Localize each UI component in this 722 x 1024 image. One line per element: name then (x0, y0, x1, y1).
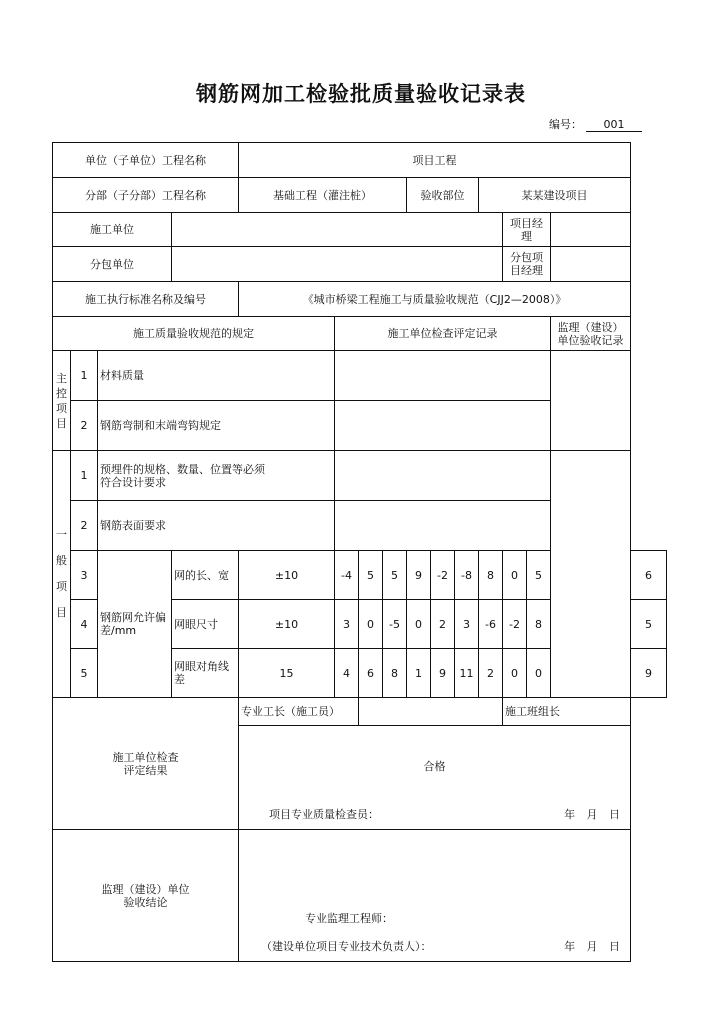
standard-label: 施工执行标准名称及编号 (53, 282, 239, 317)
foreman-label: 专业工长（施工员） (239, 698, 359, 726)
builder-check-body (239, 726, 631, 830)
serial-number (549, 116, 642, 132)
measure-row-1-tolerance: ±10 (239, 551, 335, 600)
main-item-2-no: 2 (71, 401, 98, 451)
builder-check-line2: 评定结果 (123, 763, 168, 777)
measure-value: 2 (431, 600, 455, 649)
general-item-1-line1: 预埋件的规格、数量、位置等必须 (100, 462, 265, 476)
measure-row-3-no: 5 (71, 649, 98, 698)
accept-part-value: 某某建设项目 (479, 178, 631, 213)
measure-value: -6 (479, 600, 503, 649)
measure-value: 5 (359, 551, 383, 600)
measure-value: 5 (383, 551, 407, 600)
measure-value: 0 (503, 649, 527, 698)
measure-value: 4 (335, 649, 359, 698)
measure-value: 3 (455, 600, 479, 649)
supervisor-header-line1: 监理（建设） (557, 320, 624, 334)
general-supervisor-record (551, 451, 631, 698)
main-item-1-text: 材料质量 (98, 351, 335, 401)
measure-value: -2 (503, 600, 527, 649)
measure-row-2-tolerance: ±10 (239, 600, 335, 649)
foreman-value (359, 698, 503, 726)
supervisor-label-line2: 验收结论 (123, 895, 168, 909)
measure-value: 0 (527, 649, 551, 698)
supervisor-date: 年 月 日 (564, 940, 621, 953)
measure-row-1-no: 3 (71, 551, 98, 600)
measure-value: 0 (407, 600, 431, 649)
main-control-group-label: 主控项目 (53, 351, 71, 451)
measure-row-2-no: 4 (71, 600, 98, 649)
tolerance-label: 钢筋网允许偏差/mm (98, 551, 172, 698)
unit-name-value: 项目工程 (239, 143, 631, 178)
measure-value: 6 (359, 649, 383, 698)
record-column-header: 施工单位检查评定记录 (335, 317, 551, 351)
measure-row-1-item: 网的长、宽 (172, 551, 239, 600)
sub-pm-label: 分包项目经理 (503, 247, 551, 282)
builder-check-line1: 施工单位检查 (112, 750, 179, 764)
general-item-2-no: 2 (71, 501, 98, 551)
builder-check-label (53, 698, 239, 830)
measure-value: 9 (407, 551, 431, 600)
measure-value: 11 (455, 649, 479, 698)
supervising-engineer-label: 专业监理工程师： (305, 912, 393, 925)
owner-tech-lead-label: （建设单位项目专业技术负责人）： (261, 940, 432, 953)
measure-value: 8 (383, 649, 407, 698)
builder-check-date: 年 月 日 (564, 808, 621, 821)
supervisor-signature-area (239, 830, 630, 961)
builder-label: 施工单位 (53, 213, 172, 247)
sub-pm-value (551, 247, 631, 282)
measure-row-3-item: 网眼对角线差 (172, 649, 239, 698)
measure-value: 2 (479, 649, 503, 698)
measure-value: 9 (631, 649, 667, 698)
general-item-1-record (335, 451, 551, 501)
builder-value (172, 213, 503, 247)
general-group-label: 一般项目 (53, 451, 71, 698)
main-item-2-record (335, 401, 551, 451)
main-item-1-no: 1 (71, 351, 98, 401)
pm-value (551, 213, 631, 247)
general-item-2-text: 钢筋表面要求 (98, 501, 335, 551)
measure-value: -2 (431, 551, 455, 600)
supervisor-header-line2: 单位验收记录 (557, 333, 624, 347)
measure-value: -4 (335, 551, 359, 600)
general-item-1-line2: 符合设计要求 (100, 475, 166, 489)
sub-name-value: 基础工程（灌注桩） (239, 178, 407, 213)
measure-value: -5 (383, 600, 407, 649)
measure-value: 5 (631, 600, 667, 649)
unit-name-label: 单位（子单位）工程名称 (53, 143, 239, 178)
builder-check-signature-area (239, 726, 630, 829)
measure-value: 9 (431, 649, 455, 698)
measure-value: 1 (407, 649, 431, 698)
spec-column-header: 施工质量验收规范的规定 (53, 317, 335, 351)
measure-value: 6 (631, 551, 667, 600)
main-supervisor-record (551, 351, 631, 451)
subcontractor-value (172, 247, 503, 282)
standard-value: 《城市桥梁工程施工与质量验收规范（CJJ2—2008）》 (239, 282, 631, 317)
measure-value: 5 (527, 551, 551, 600)
page-title: 钢筋网加工检验批质量验收记录表 (196, 82, 526, 106)
serial-label: 编号： (549, 118, 582, 131)
measure-row-3-tolerance: 15 (239, 649, 335, 698)
pm-label: 项目经理 (503, 213, 551, 247)
general-item-1-no: 1 (71, 451, 98, 501)
team-leader-label: 施工班组长 (503, 698, 631, 726)
measure-value: 8 (479, 551, 503, 600)
measure-value: 8 (527, 600, 551, 649)
supervisor-label (53, 830, 239, 962)
supervisor-body (239, 830, 631, 962)
measure-value: -8 (455, 551, 479, 600)
subcontractor-label: 分包单位 (53, 247, 172, 282)
inspection-table (52, 142, 667, 962)
measure-value: 0 (359, 600, 383, 649)
general-item-2-record (335, 501, 551, 551)
general-item-1-text (98, 451, 335, 501)
supervisor-column-header (551, 317, 631, 351)
accept-part-label: 验收部位 (407, 178, 479, 213)
quality-inspector-label: 项目专业质量检查员： (269, 808, 379, 821)
measure-row-2-item: 网眼尺寸 (172, 600, 239, 649)
measure-value: 3 (335, 600, 359, 649)
main-item-2-text: 钢筋弯制和末端弯钩规定 (98, 401, 335, 451)
supervisor-label-line1: 监理（建设）单位 (101, 882, 190, 896)
measure-value: 0 (503, 551, 527, 600)
serial-value: 001 (586, 118, 642, 132)
sub-name-label: 分部（子分部）工程名称 (53, 178, 239, 213)
main-item-1-record (335, 351, 551, 401)
builder-check-result: 合格 (423, 760, 446, 773)
